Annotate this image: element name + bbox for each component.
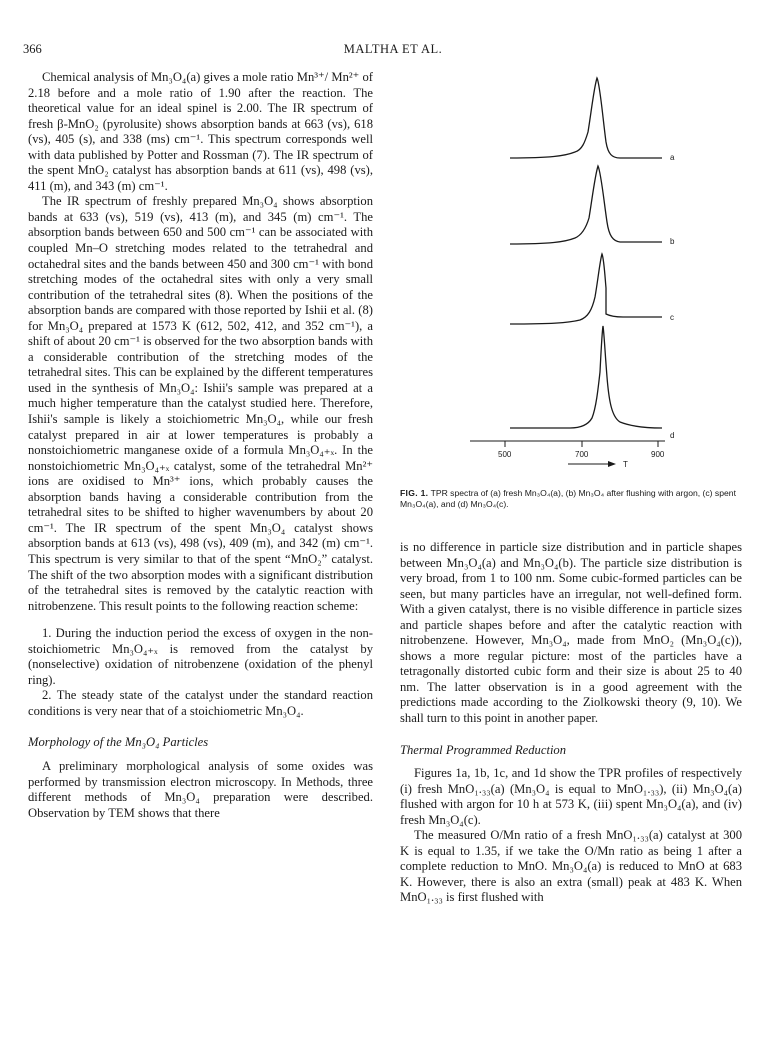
right-column [400,540,742,906]
paragraph-ir-spectrum: The IR spectrum of freshly prepared Mn₃O₄ shows absorption bands at 633 (vs), 519 (vs), 413 (m), and 345 (m) cm⁻¹. The absorption bands between 650 and 500 cm⁻¹ can be associated with coupled Mn–O stretching modes related to the tetrahedral and octahedral sites and the bands between 450 and 300 cm⁻¹ with bond stretching modes of the octahedral sites with only a very small contribution of the tetrahedral sites (8). When the positions of the absorption bands are compared with those reported by Ishii et al. (8) for Mn₃O₄ prepared at 1573 K (612, 502, 412, and 352 cm⁻¹), a shift of about 20 cm⁻¹ is observed for the two absorption bands with a considerable contribution of the stretching modes of the tetrahedral sites. This can be explained by the different temperatures used in the synthesis of Mn₃O₄: Ishii's sample was prepared at a much higher temperature than the catalyst studied here. Therefore, Ishii's sample is likely a stoichiometric Mn₃O₄, while our fresh catalyst prepared in air at lower temperatures is probably a nonstoichiometric manganese oxide of a formula Mn₃O₄₊ₓ. In the nonstoichiometric Mn₃O₄₊ₓ catalyst, some of the tetrahedral Mn²⁺ ions are oxidised to Mn³⁺ ions, which probably causes the absorption bands having a considerable contribution from the tetrahedral sites to be shifted to higher wavenumbers by about 20 cm⁻¹. The IR spectrum of the spent Mn₃O₄ catalyst shows absorption bands at 613 (vs), 498 (vs), 409 (m), and 342 (m) cm⁻¹. This spectrum is very similar to that of the spent “MnO₂” catalyst. The shift of the two absorption modes with a significant distribution of the tetrahedral sites is removed by the catalytic reaction with nitrobenzene. This result points to the following reaction scheme: [28,194,373,613]
left-column [28,70,373,821]
temperature-arrow-head [608,461,616,467]
paragraph-scheme-step-1: 1. During the induction period the excess of oxygen in the non-stoichiometric Mn₃O₄₊ₓ is removed from the catalyst by (nonselective) oxidation of nitrobenzene (oxidation of the phenyl ring). [28,626,373,687]
paragraph-particle-size: is no difference in particle size distribution and in particle shapes between Mn₃O₄(a) and Mn₃O₄(b). The particle size distribution is very broad, from 1 to 100 nm. Some cubic-formed particles can be seen, but many particles have an irregular, not well-defined form. With a given catalyst, there is no visible difference in particle sizes and particle shapes before and after the catalytic reaction with nitrobenzene. However, Mn₃O₄, made from MnO₂ (Mn₃O₄(c)), shows a more regular picture: most of the particles have a tetragonally distorted cubic form and their size is about 25 to 40 nm. The latter observation is in a good agreement with the predictions made according to the Ziolkowski theory (9, 10). We shall turn to this point in another paper. [400,540,742,726]
axis-label-t: T [623,460,628,469]
paragraph-o-mn-ratio: The measured O/Mn ratio of a fresh MnO₁.₃₃(a) catalyst at 300 K is equal to 1.35, if we take the O/Mn ratio as being 1 after a complete reduction to MnO. Mn₃O₄(a) is reduced to MnO at 683 K. However, there is also an extra (small) peak at 483 K. When MnO₁.₃₃ is first flushed with [400,828,742,905]
figure-caption [400,488,745,510]
tpr-plot [440,72,700,482]
x-tick-label-500: 500 [498,450,512,459]
x-tick-label-900: 900 [651,450,665,459]
trace-c [510,254,662,324]
x-tick-label-700: 700 [575,450,589,459]
trace-d [510,326,662,428]
caption-text: TPR spectra of (a) fresh Mn₃O₄(a), (b) Mn₃O₄ after flushing with argon, (c) spent Mn₃O₄(a), and (d) Mn₃O₄(c). [400,488,736,510]
trace-label-d: d [670,431,675,440]
page-header [23,42,763,62]
trace-label-c: c [670,313,674,322]
running-head: MALTHA ET AL. [343,42,443,56]
paragraph-scheme-step-2: 2. The steady state of the catalyst under the standard reaction conditions is very near that of a stoichiometric Mn₃O₄. [28,688,373,718]
caption-label: FIG. 1. [400,488,429,498]
trace-a [510,78,662,158]
section-heading-tpr: Thermal Programmed Reduction [400,742,567,757]
paragraph-tem: A preliminary morphological analysis of some oxides was performed by transmission electron microscopy. In Methods, three different methods of Mn₃O₄ preparation were described. Observation by TEM shows that there [28,758,373,820]
figure-tpr-spectra [440,72,700,482]
paragraph-tpr-profiles: Figures 1a, 1b, 1c, and 1d show the TPR profiles of respectively (i) fresh MnO₁.₃₃(a) (Mn₃O₄ is equal to MnO₁.₃₃), (ii) Mn₃O₄(a) flushed with argon for 10 h at 573 K, (iii) spent Mn₃O₄(a), and (iv) fresh Mn₃O₄(c). [400,766,742,827]
trace-label-b: b [670,237,675,246]
page-number: 366 [23,42,42,56]
trace-b [510,166,662,244]
paragraph-chemical-analysis: Chemical analysis of Mn₃O₄(a) gives a mole ratio Mn³⁺/ Mn²⁺ of 2.18 before and a mole ratio of 1.90 after the reaction. The theoretical value for an ideal spinel is 2.00. The IR spectrum of fresh β-MnO₂ (pyrolusite) shows absorption bands at 663 (vs), 618 (vs), 405 (s), and 338 (ms) cm⁻¹. This spectrum corresponds well with data published by Potter and Rossman (7). The IR spectrum of the spent MnO₂ catalyst has absorption bands at 611 (vs), 498 (vs), 411 (m), and 343 (m) cm⁻¹. [28,70,373,193]
section-heading-morphology: Morphology of the Mn₃O₄ Particles [28,735,209,750]
trace-label-a: a [670,153,675,162]
